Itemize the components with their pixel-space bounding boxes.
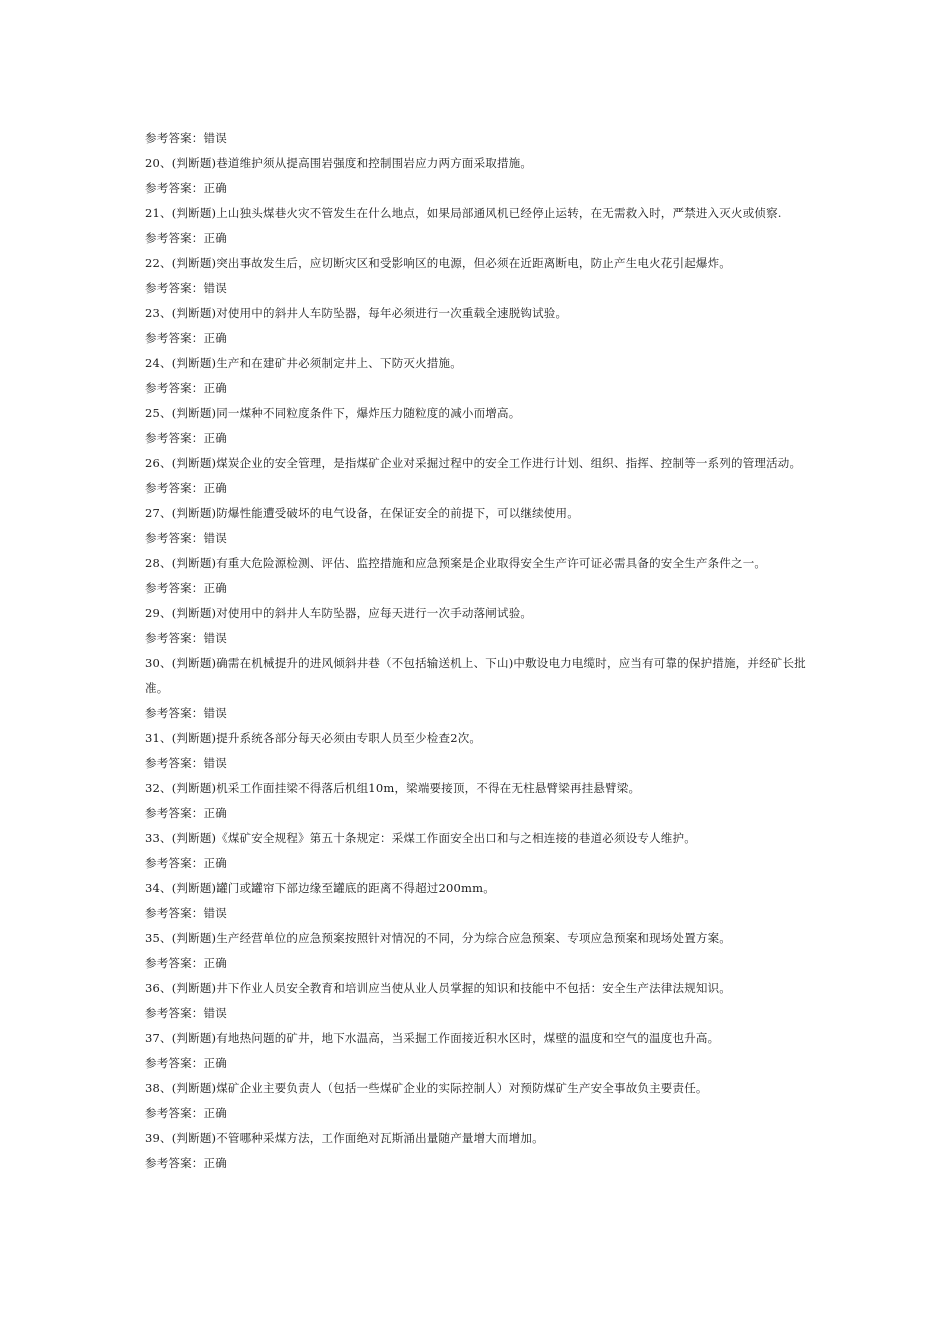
question-29: 29、(判断题)对使用中的斜井人车防坠器，应每天进行一次手动落闸试验。 [145,606,533,620]
answer-23: 参考答案：正确 [145,331,227,345]
question-34: 34、(判断题)罐门或罐帘下部边缘至罐底的距离不得超过200mm。 [145,881,495,895]
answer-21: 参考答案：正确 [145,231,227,245]
answer-37: 参考答案：正确 [145,1056,227,1070]
question-28: 28、(判断题)有重大危险源检测、评估、监控措施和应急预案是企业取得安全生产许可证必需具备的安全生产条件之一。 [145,556,767,570]
answer-30: 参考答案：错误 [145,706,227,720]
answer-33: 参考答案：正确 [145,856,227,870]
question-31: 31、(判断题)提升系统各部分每天必须由专职人员至少检查2次。 [145,731,482,745]
answer-24: 参考答案：正确 [145,381,227,395]
question-30: 30、(判断题)确需在机械提升的进风倾斜井巷（不包括输送机上、下山)中敷设电力电缆时，应当有可靠的保护措施，并经矿长批准。 [145,656,806,695]
question-22: 22、(判断题)突出事故发生后，应切断灾区和受影响区的电源，但必须在近距离断电，防止产生电火花引起爆炸。 [145,256,732,270]
answer-28: 参考答案：正确 [145,581,227,595]
answer-38: 参考答案：正确 [145,1106,227,1120]
question-39: 39、(判断题)不管哪种采煤方法，工作面绝对瓦斯涌出量随产量增大而增加。 [145,1131,544,1145]
question-27: 27、(判断题)防爆性能遭受破坏的电气设备，在保证安全的前提下，可以继续使用。 [145,506,579,520]
question-23: 23、(判断题)对使用中的斜井人车防坠器，每年必须进行一次重载全速脱钩试验。 [145,306,568,320]
line-0: 参考答案：错误 [145,131,227,145]
question-37: 37、(判断题)有地热问题的矿井，地下水温高，当采掘工作面接近积水区时，煤壁的温度和空气的温度也升高。 [145,1031,720,1045]
answer-32: 参考答案：正确 [145,806,227,820]
answer-26: 参考答案：正确 [145,481,227,495]
answer-25: 参考答案：正确 [145,431,227,445]
answer-36: 参考答案：错误 [145,1006,227,1020]
question-38: 38、(判断题)煤矿企业主要负责人（包括一些煤矿企业的实际控制人）对预防煤矿生产安全事故负主要责任。 [145,1081,708,1095]
answer-27: 参考答案：错误 [145,531,227,545]
answer-29: 参考答案：错误 [145,631,227,645]
question-33: 33、(判断题)《煤矿安全规程》第五十条规定：采煤工作面安全出口和与之相连接的巷道必须设专人维护。 [145,831,696,845]
document-page [145,126,815,1176]
question-21: 21、(判断题)上山独头煤巷火灾不管发生在什么地点，如果局部通风机已经停止运转，在无需救入时，严禁进入灭火或侦察. [145,206,782,220]
answer-20: 参考答案：正确 [145,181,227,195]
question-25: 25、(判断题)同一煤种不同粒度条件下，爆炸压力随粒度的减小而增高。 [145,406,521,420]
question-26: 26、(判断题)煤炭企业的安全管理，是指煤矿企业对采掘过程中的安全工作进行计划、组织、指挥、控制等一系列的管理活动。 [145,456,802,470]
answer-31: 参考答案：错误 [145,756,227,770]
question-24: 24、(判断题)生产和在建矿井必须制定井上、下防灭火措施。 [145,356,462,370]
answer-22: 参考答案：错误 [145,281,227,295]
question-32: 32、(判断题)机采工作面挂梁不得落后机组10m，梁端要接顶，不得在无柱悬臂梁再挂悬臂梁。 [145,781,641,795]
question-20: 20、(判断题)巷道维护须从提高围岩强度和控制围岩应力两方面采取措施。 [145,156,533,170]
question-35: 35、(判断题)生产经营单位的应急预案按照针对情况的不同，分为综合应急预案、专项应急预案和现场处置方案。 [145,931,732,945]
question-36: 36、(判断题)井下作业人员安全教育和培训应当使从业人员掌握的知识和技能中不包括：安全生产法律法规知识。 [145,981,732,995]
answer-35: 参考答案：正确 [145,956,227,970]
answer-34: 参考答案：错误 [145,906,227,920]
answer-39: 参考答案：正确 [145,1156,227,1170]
